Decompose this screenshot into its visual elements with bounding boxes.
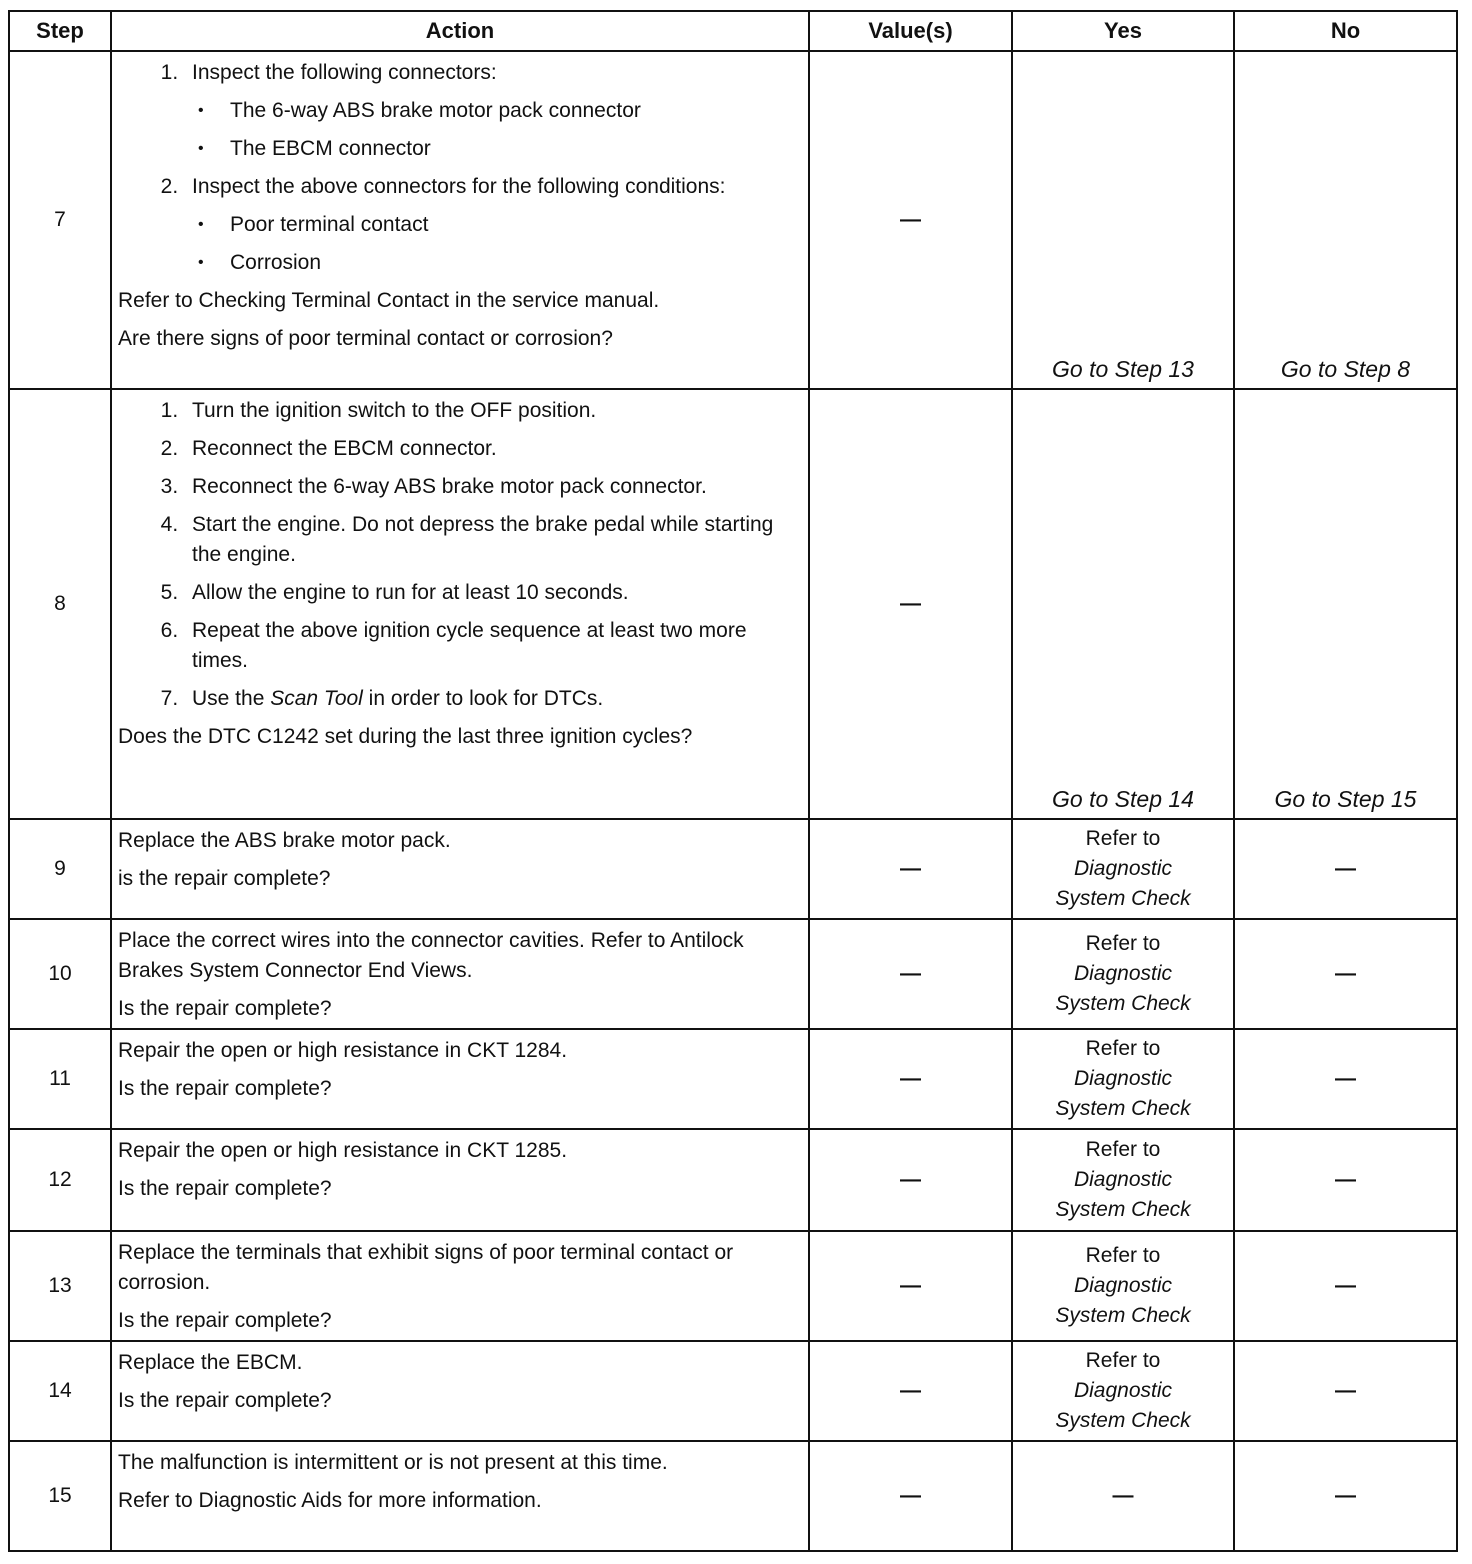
refer-text: Refer to — [1085, 1244, 1161, 1267]
table-row — [9, 1129, 1457, 1231]
list-item-text: Inspect the above connectors for the following conditions: — [192, 175, 726, 198]
no-dash: — — [1335, 857, 1356, 880]
no-dash: — — [1335, 1067, 1356, 1090]
no-cell — [1234, 1129, 1457, 1231]
value-dash: — — [900, 592, 921, 615]
refer-link-text: Diagnostic — [1073, 1274, 1173, 1297]
table-row — [9, 819, 1457, 919]
refer-diagnostic-system-check — [1055, 1241, 1190, 1331]
bullet-item: • Poor terminal contact — [224, 210, 802, 240]
no-cell: Go to Step 8 — [1234, 51, 1457, 389]
header-values: Value(s) — [809, 11, 1012, 51]
no-dash: — — [1335, 1168, 1356, 1191]
refer-text: Refer to — [1085, 1138, 1161, 1161]
value-dash: — — [900, 1484, 921, 1507]
value-cell — [809, 51, 1012, 389]
action-text: Repair the open or high resistance in CKT 1285. — [118, 1139, 568, 1162]
no-dash: — — [1335, 962, 1356, 985]
refer-link-text: Diagnostic — [1073, 962, 1173, 985]
list-item — [184, 684, 802, 714]
step-number: 9 — [9, 819, 111, 919]
step-number: 11 — [9, 1029, 111, 1129]
step-number: 15 — [9, 1441, 111, 1551]
list-item: 4. Start the engine. Do not depress the brake pedal while starting the engine. — [184, 510, 802, 570]
yes-cell — [1012, 1029, 1234, 1129]
action-cell — [111, 819, 809, 919]
action-text: Replace the ABS brake motor pack. — [118, 829, 451, 852]
value-cell — [809, 1029, 1012, 1129]
value-cell — [809, 919, 1012, 1029]
yes-cell: Go to Step 14 — [1012, 389, 1234, 819]
action-question: Is the repair complete? — [118, 1389, 332, 1412]
action-question: Are there signs of poor terminal contact or corrosion? — [118, 327, 613, 350]
step-number: 14 — [9, 1341, 111, 1441]
refer-diagnostic-system-check — [1055, 1034, 1190, 1124]
header-yes: Yes — [1012, 11, 1234, 51]
bullet-item: • The 6-way ABS brake motor pack connector — [224, 96, 802, 126]
table-row — [9, 51, 1457, 389]
action-text: Place the correct wires into the connector cavities. Refer to Antilock Brakes System Connector End Views. — [118, 929, 744, 982]
value-dash: — — [900, 1168, 921, 1191]
step-number: 13 — [9, 1231, 111, 1341]
action-question: Is the repair complete? — [118, 1177, 332, 1200]
yes-cell: Go to Step 13 — [1012, 51, 1234, 389]
no-cell — [1234, 1441, 1457, 1551]
value-cell — [809, 1231, 1012, 1341]
list-item: 2. Reconnect the EBCM connector. — [184, 434, 802, 464]
bullet-item: • The EBCM connector — [224, 134, 802, 164]
no-cell — [1234, 1341, 1457, 1441]
step-number: 8 — [9, 389, 111, 819]
no-cell: Go to Step 15 — [1234, 389, 1457, 819]
list-item-text: Use the — [192, 687, 271, 710]
yes-cell — [1012, 1129, 1234, 1231]
value-dash: — — [900, 208, 921, 231]
value-dash: — — [900, 1379, 921, 1402]
yes-cell — [1012, 919, 1234, 1029]
refer-link-text: Diagnostic — [1073, 857, 1173, 880]
diagnostic-table — [8, 10, 1458, 1552]
value-dash: — — [900, 962, 921, 985]
header-step: Step — [9, 11, 111, 51]
action-question: Is the repair complete? — [118, 997, 332, 1020]
refer-link-text: Diagnostic — [1073, 1067, 1173, 1090]
header-no: No — [1234, 11, 1457, 51]
bullet-list — [192, 96, 802, 164]
no-cell — [1234, 819, 1457, 919]
value-dash: — — [900, 1067, 921, 1090]
action-question: Does the DTC C1242 set during the last three ignition cycles? — [118, 725, 693, 748]
list-item — [184, 172, 802, 278]
value-cell — [809, 389, 1012, 819]
no-dash: — — [1335, 1379, 1356, 1402]
value-cell — [809, 1441, 1012, 1551]
action-cell — [111, 389, 809, 819]
list-item — [184, 58, 802, 164]
action-note: Refer to Checking Terminal Contact in the service manual. — [118, 289, 660, 312]
numbered-list — [118, 58, 802, 278]
yes-cell — [1012, 819, 1234, 919]
yes-dash: — — [1112, 1484, 1134, 1507]
refer-text: Refer to — [1085, 1349, 1161, 1372]
no-cell — [1234, 1231, 1457, 1341]
list-item-text: in order to look for DTCs. — [362, 687, 604, 710]
action-text: Replace the EBCM. — [118, 1351, 303, 1374]
action-cell — [111, 919, 809, 1029]
bullet-list — [192, 210, 802, 278]
action-text: Repair the open or high resistance in CKT 1284. — [118, 1039, 568, 1062]
step-number: 10 — [9, 919, 111, 1029]
action-cell — [111, 1231, 809, 1341]
value-cell — [809, 1341, 1012, 1441]
value-dash: — — [900, 857, 921, 880]
no-cell — [1234, 1029, 1457, 1129]
action-cell — [111, 1341, 809, 1441]
action-cell — [111, 1441, 809, 1551]
no-dash: — — [1335, 1484, 1356, 1507]
table-row — [9, 1029, 1457, 1129]
step-number: 12 — [9, 1129, 111, 1231]
table-row — [9, 1441, 1457, 1551]
table-row — [9, 1231, 1457, 1341]
header-action: Action — [111, 11, 809, 51]
action-text: Replace the terminals that exhibit signs of poor terminal contact or corrosion. — [118, 1241, 734, 1294]
list-item-text: Inspect the following connectors: — [192, 61, 497, 84]
refer-diagnostic-system-check — [1055, 1346, 1190, 1436]
table-row — [9, 389, 1457, 819]
refer-link-text: System Check — [1055, 1409, 1191, 1432]
list-item: 1. Turn the ignition switch to the OFF position. — [184, 396, 802, 426]
numbered-list — [118, 396, 802, 714]
action-question: is the repair complete? — [118, 867, 331, 890]
action-question: Is the repair complete? — [118, 1077, 332, 1100]
refer-link-text: System Check — [1055, 1304, 1191, 1327]
refer-link-text: Diagnostic — [1073, 1379, 1173, 1402]
yes-cell — [1012, 1441, 1234, 1551]
action-cell — [111, 51, 809, 389]
refer-diagnostic-system-check — [1055, 929, 1190, 1019]
header-row — [9, 11, 1457, 51]
value-cell — [809, 1129, 1012, 1231]
refer-link-text: System Check — [1055, 992, 1191, 1015]
table-row — [9, 919, 1457, 1029]
yes-cell — [1012, 1231, 1234, 1341]
value-cell — [809, 819, 1012, 919]
list-item: 5. Allow the engine to run for at least 10 seconds. — [184, 578, 802, 608]
action-cell — [111, 1129, 809, 1231]
value-dash: — — [900, 1274, 921, 1297]
action-question: Is the repair complete? — [118, 1309, 332, 1332]
refer-text: Refer to — [1085, 1037, 1161, 1060]
refer-text: Refer to — [1085, 827, 1161, 850]
yes-cell — [1012, 1341, 1234, 1441]
no-dash: — — [1335, 1274, 1356, 1297]
action-note: Refer to Diagnostic Aids for more information. — [118, 1489, 542, 1512]
list-item: 3. Reconnect the 6-way ABS brake motor pack connector. — [184, 472, 802, 502]
refer-text: Refer to — [1085, 932, 1161, 955]
refer-link-text: System Check — [1055, 887, 1191, 910]
table-row — [9, 1341, 1457, 1441]
no-cell — [1234, 919, 1457, 1029]
refer-diagnostic-system-check — [1055, 824, 1190, 914]
action-text: The malfunction is intermittent or is not present at this time. — [118, 1451, 668, 1474]
refer-link-text: System Check — [1055, 1097, 1191, 1120]
scan-tool-term: Scan Tool — [270, 687, 363, 710]
bullet-item: • Corrosion — [224, 248, 802, 278]
list-item: 6. Repeat the above ignition cycle sequence at least two more times. — [184, 616, 802, 676]
step-number: 7 — [9, 51, 111, 389]
refer-link-text: Diagnostic — [1073, 1168, 1173, 1191]
refer-diagnostic-system-check — [1055, 1135, 1190, 1225]
action-cell — [111, 1029, 809, 1129]
refer-link-text: System Check — [1055, 1198, 1191, 1221]
